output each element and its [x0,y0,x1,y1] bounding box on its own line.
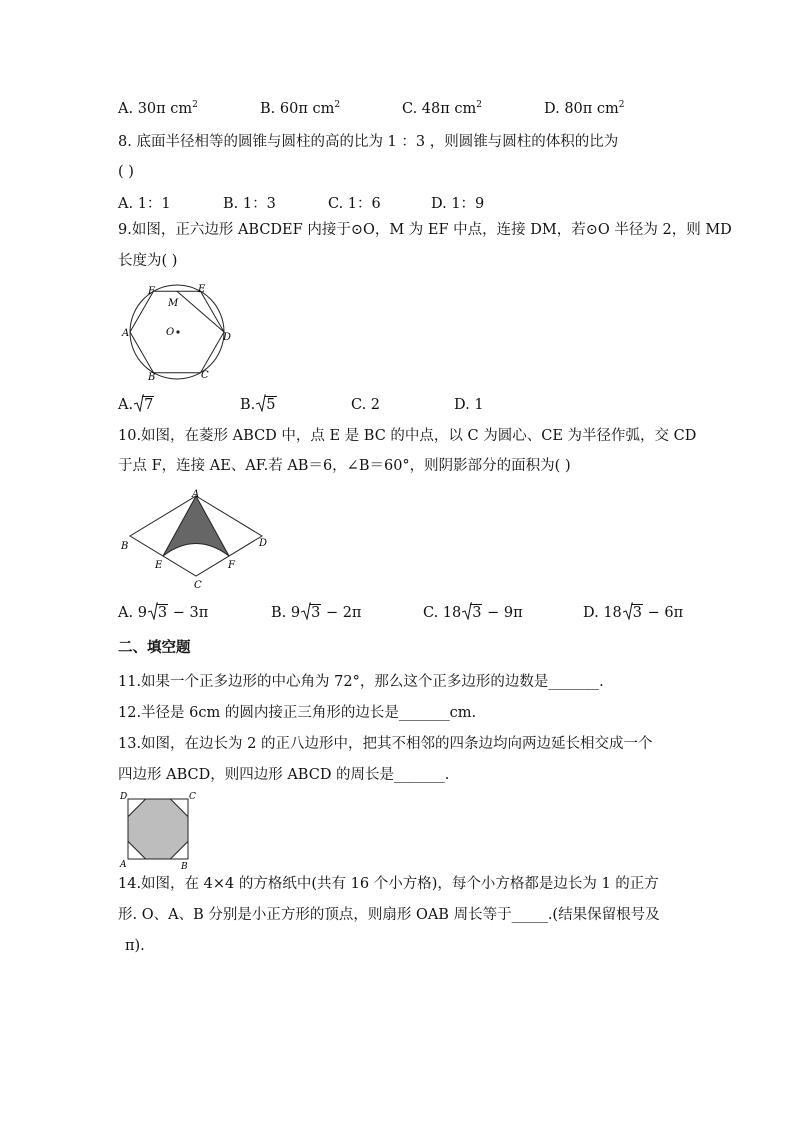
q9-segment-md [177,291,224,332]
q10-option-c: C. 18 3 − 9π [423,605,523,621]
q7-options [118,95,678,115]
q9-option-d: D. 1 [454,397,484,413]
label-m: M [168,298,179,309]
label-d: D [259,538,268,549]
q8-option-c: C. 1：6 [328,196,381,212]
label-e: E [155,560,163,571]
label-a: A [120,860,127,870]
label-c: C [194,580,202,591]
q10-option-a: A. 9 3 − 3π [118,605,209,621]
section-heading-fill-in: 二、填空题 [118,639,191,656]
q9-stem: 9.如图，正六边形 ABCDEF 内接于⊙O，M 为 EF 中点，连接 DM，若⊙O 半径为 2，则 MD [118,222,732,238]
label-d: D [223,332,232,343]
label-o: O [166,327,175,338]
q13-stem-2: 四边形 ABCD，则四边形 ABCD 的周长是_______. [118,767,450,783]
label-c: C [189,792,196,802]
q12-stem: 12.半径是 6cm 的圆内接正三角形的边长是_______cm. [118,705,477,721]
q7-option-c: C. 48π $cm^2$ [402,100,482,117]
q9-option-a: A. 7 [118,397,154,413]
label-e: E [198,284,206,295]
q13-octagon-figure [118,790,198,870]
q7-option-d: D. 80π $cm^2$ [544,100,625,117]
label-f: F [148,286,155,297]
q8-option-d: D. 1：9 [431,196,485,212]
label-a: A [192,489,200,500]
q9-stem-2: 长度为( ) [118,253,178,269]
q10-stem: 10.如图，在菱形 ABCD 中，点 E 是 BC 的中点，以 C 为圆心、CE 为半径作弧，交 CD [118,428,697,444]
q9-center-dot [176,330,179,333]
q10-rhombus-figure [118,486,278,592]
q8-paren: ( ) [118,164,134,180]
q10-shaded-region [163,496,229,556]
label-d: D [120,792,128,802]
q10-option-d: D. 18 3 − 6π [583,605,684,621]
q13-stem: 13.如图，在边长为 2 的正八边形中，把其不相邻的四条边均向两边延长相交成一个 [118,736,653,752]
q8-option-a: A. 1：1 [118,196,171,212]
q14-stem-3: π). [125,938,145,954]
q9-option-b: B. 5 [240,397,276,413]
q14-stem: 14.如图，在 4×4 的方格纸中(共有 16 个小方格)，每个小方格都是边长为 1 的正方 [118,876,659,892]
q13-octagon [128,799,188,859]
q9-option-c: C. 2 [351,397,381,413]
q8-options [118,194,678,214]
label-b: B [121,541,129,552]
q10-stem-2: 于点 F，连接 AE、AF.若 AB＝6，∠B＝60°，则阴影部分的面积为( ) [118,458,571,474]
q7-option-a: A. 30π $cm^2$ [118,100,198,117]
q11-stem: 11.如果一个正多边形的中心角为 72°，那么这个正多边形的边数是_______. [118,674,604,690]
label-b: B [148,372,156,383]
label-b: B [181,862,188,870]
q10-options [118,603,684,623]
q8-option-b: B. 1：3 [223,196,276,212]
q9-hexagon-figure [118,280,238,386]
label-a: A [122,328,130,339]
q10-option-b: B. 9 3 − 2π [271,605,362,621]
label-f: F [228,560,235,571]
label-c: C [201,370,209,381]
q8-stem: 8. 底面半径相等的圆锥与圆柱的高的比为 1 ：3 ，则圆锥与圆柱的体积的比为 [118,134,619,150]
q14-stem-2: 形. O、A、B 分别是小正方形的顶点，则扇形 OAB 周长等于_____.(结果保留根号及 [118,907,660,923]
q7-option-b: B. 60π $cm^2$ [260,100,341,117]
q9-options [118,395,678,415]
